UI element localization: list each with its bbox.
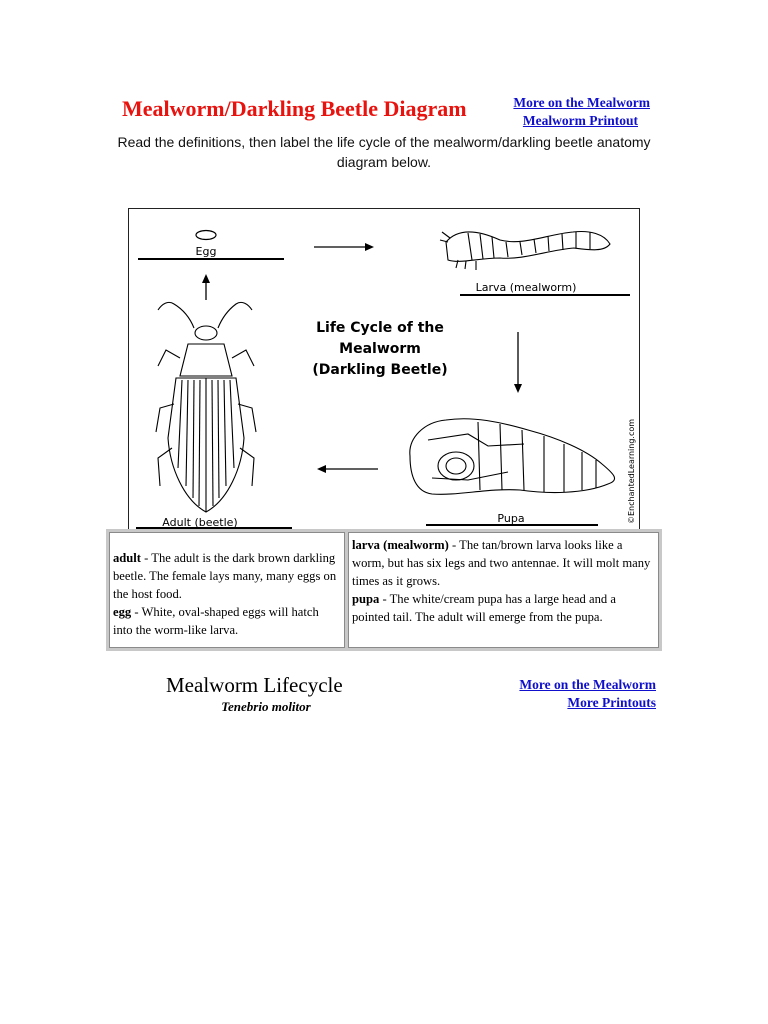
more-on-mealworm-link[interactable]: More on the Mealworm — [513, 95, 650, 110]
definitions-cell-right — [348, 532, 659, 648]
more-printouts-link[interactable]: More Printouts — [567, 695, 656, 710]
adult-label: Adult (beetle) — [162, 516, 238, 529]
mealworm-printout-link[interactable]: Mealworm Printout — [522, 113, 638, 128]
instructions-text: Read the definitions, then label the life cycle of the mealworm/darkling beetle anatomy diagram below. — [117, 134, 651, 170]
definitions-table — [106, 529, 662, 651]
egg-definition: - White, oval-shaped eggs will hatch into the worm-like larva. — [113, 605, 319, 637]
larva-definition: - The tan/brown larva looks like a worm, but has six legs and two antennae. It will molt many times as it grows. — [352, 538, 651, 588]
copyright-credit: ©EnchantedLearning.com — [627, 418, 636, 524]
adult-term: adult — [113, 551, 141, 565]
egg-term: egg — [113, 605, 132, 619]
definitions-cell-left — [109, 532, 345, 648]
life-cycle-diagram — [128, 208, 640, 530]
adult-definition: - The adult is the dark brown darkling beetle. The female lays many, many eggs on the host food. — [113, 551, 337, 601]
larva-label: Larva (mealworm) — [475, 281, 577, 294]
pupa-label: Pupa — [497, 512, 525, 525]
scientific-name: Tenebrio molitor — [221, 699, 311, 714]
diagram-title-line-2: Mealworm — [339, 341, 421, 357]
diagram-title-line-3: (Darkling Beetle) — [312, 362, 448, 378]
diagram-title-line-1: Life Cycle of the — [316, 320, 444, 336]
egg-label: Egg — [195, 245, 217, 258]
lifecycle-title: Mealworm Lifecycle — [166, 673, 343, 697]
egg-drawing — [196, 231, 216, 240]
page-title: Mealworm/Darkling Beetle Diagram — [122, 96, 467, 121]
pupa-definition: - The white/cream pupa has a large head and a pointed tail. The adult will emerge from the pupa. — [352, 592, 616, 624]
more-on-mealworm-link-2[interactable]: More on the Mealworm — [519, 677, 656, 692]
larva-term: larva (mealworm) — [352, 538, 449, 552]
pupa-term: pupa — [352, 592, 380, 606]
